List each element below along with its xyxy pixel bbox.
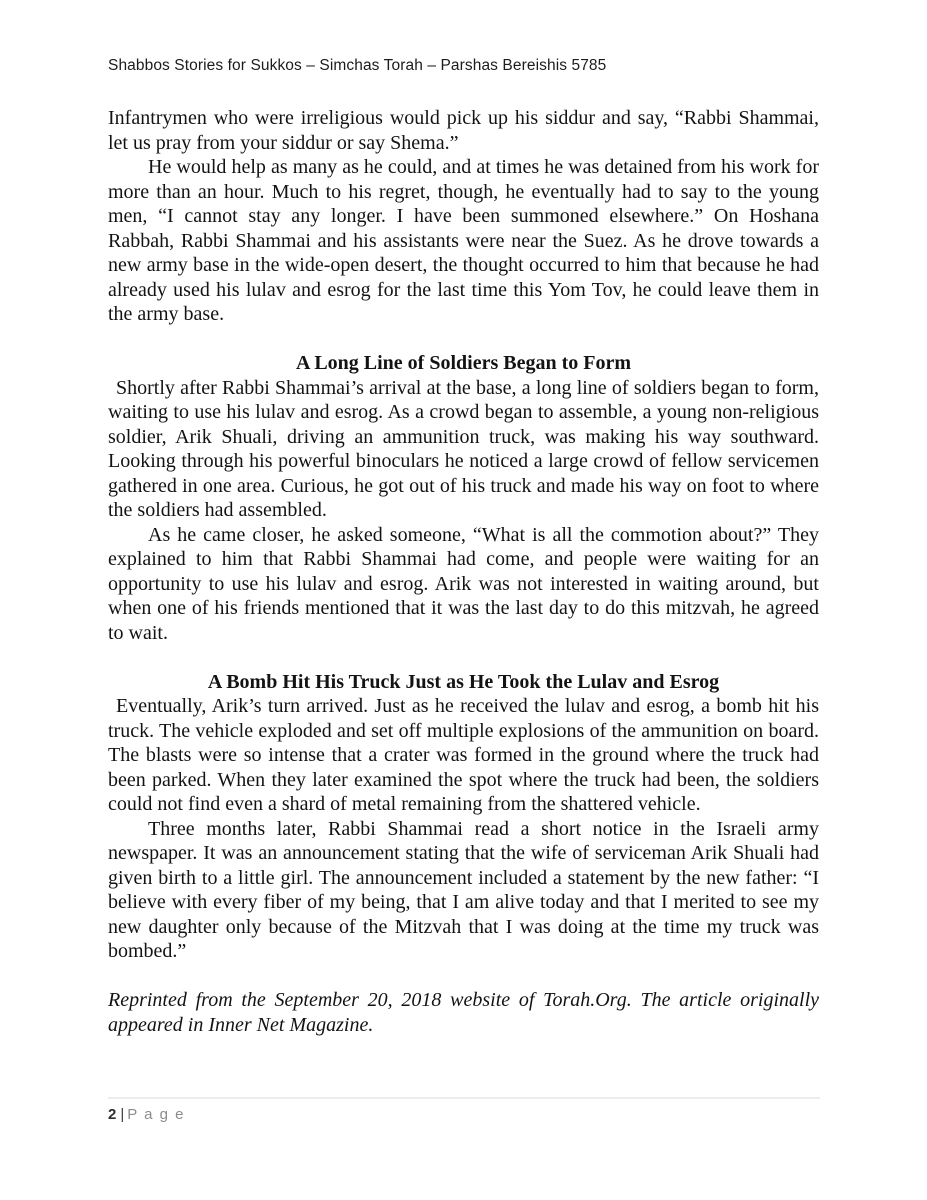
paragraph: Eventually, Arik’s turn arrived. Just as he received the lulav and esrog, a bomb hit his truck. The vehicle exploded and set off multiple explosions of the ammunition on board. The blasts were so intense that a crater was formed in the ground where the truck had been parked. When they later examined the spot where the truck had been, the soldiers could not find even a shard of metal remaining from the shattered vehicle. <box>108 695 819 815</box>
source-attribution: Reprinted from the September 20, 2018 website of Torah.Org. The article originally appeared in Inner Net Magazine. <box>108 989 819 1036</box>
footer-divider <box>108 1097 820 1099</box>
page-number: 2 <box>108 1106 117 1123</box>
paragraph: As he came closer, he asked someone, “What is all the commotion about?” They explained to him that Rabbi Shammai had come, and people were waiting for an opportunity to use his lulav and esrog. Arik was not interested in waiting around, but when one of his friends mentioned that it was the last day to do this mitzvah, he agreed to wait. <box>108 523 819 644</box>
paragraph: Three months later, Rabbi Shammai read a short notice in the Israeli army newspaper. It was an announcement stating that the wife of serviceman Arik Shuali had given birth to a little girl. The announcement included a statement by the new father: “I believe with every fiber of my being, that I am alive today and that I merited to see my new daughter only because of the Mitzvah that I was doing at the time my truck was bombed.” <box>108 817 819 962</box>
header-title: Shabbos Stories for Sukkos – Simchas Torah – Parshas Bereishis 5785 <box>108 57 607 74</box>
paragraph: Shortly after Rabbi Shammai’s arrival at the base, a long line of soldiers began to form, waiting to use his lulav and esrog. As a crowd began to assemble, a young non-religious soldier, Arik Shuali, driving an ammunition truck, was making his way southward. Looking through his powerful binoculars he noticed a large crowd of fellow servicemen gathered in one area. Curious, he got out of his truck and made his way on foot to where the soldiers had assembled. <box>108 376 819 521</box>
page-label: P a g e <box>127 1106 186 1123</box>
page-header <box>108 56 819 76</box>
section-heading-long-line: A Long Line of Soldiers Began to Form <box>295 352 631 374</box>
document-body <box>108 106 819 1037</box>
paragraph: He would help as many as he could, and at times he was detained from his work for more than an hour. Much to his regret, though, he eventually had to say to the young men, “I cannot stay any longer. I have been summoned elsewhere.” On Hoshana Rabbah, Rabbi Shammai and his assistants were near the Suez. As he drove towards a new army base in the wide-open desert, the thought occurred to him that because he had already used his lulav and esrog for the last time this Yom Tov, he could leave them in the army base. <box>108 156 819 325</box>
page-footer <box>108 1105 185 1124</box>
section-heading-bomb: A Bomb Hit His Truck Just as He Took the Lulav and Esrog <box>207 670 720 693</box>
paragraph-continuation: Infantrymen who were irreligious would pick up his siddur and say, “Rabbi Shammai, let us pray from your siddur or say Shema.” <box>108 107 819 154</box>
footer-separator: | <box>120 1106 125 1123</box>
